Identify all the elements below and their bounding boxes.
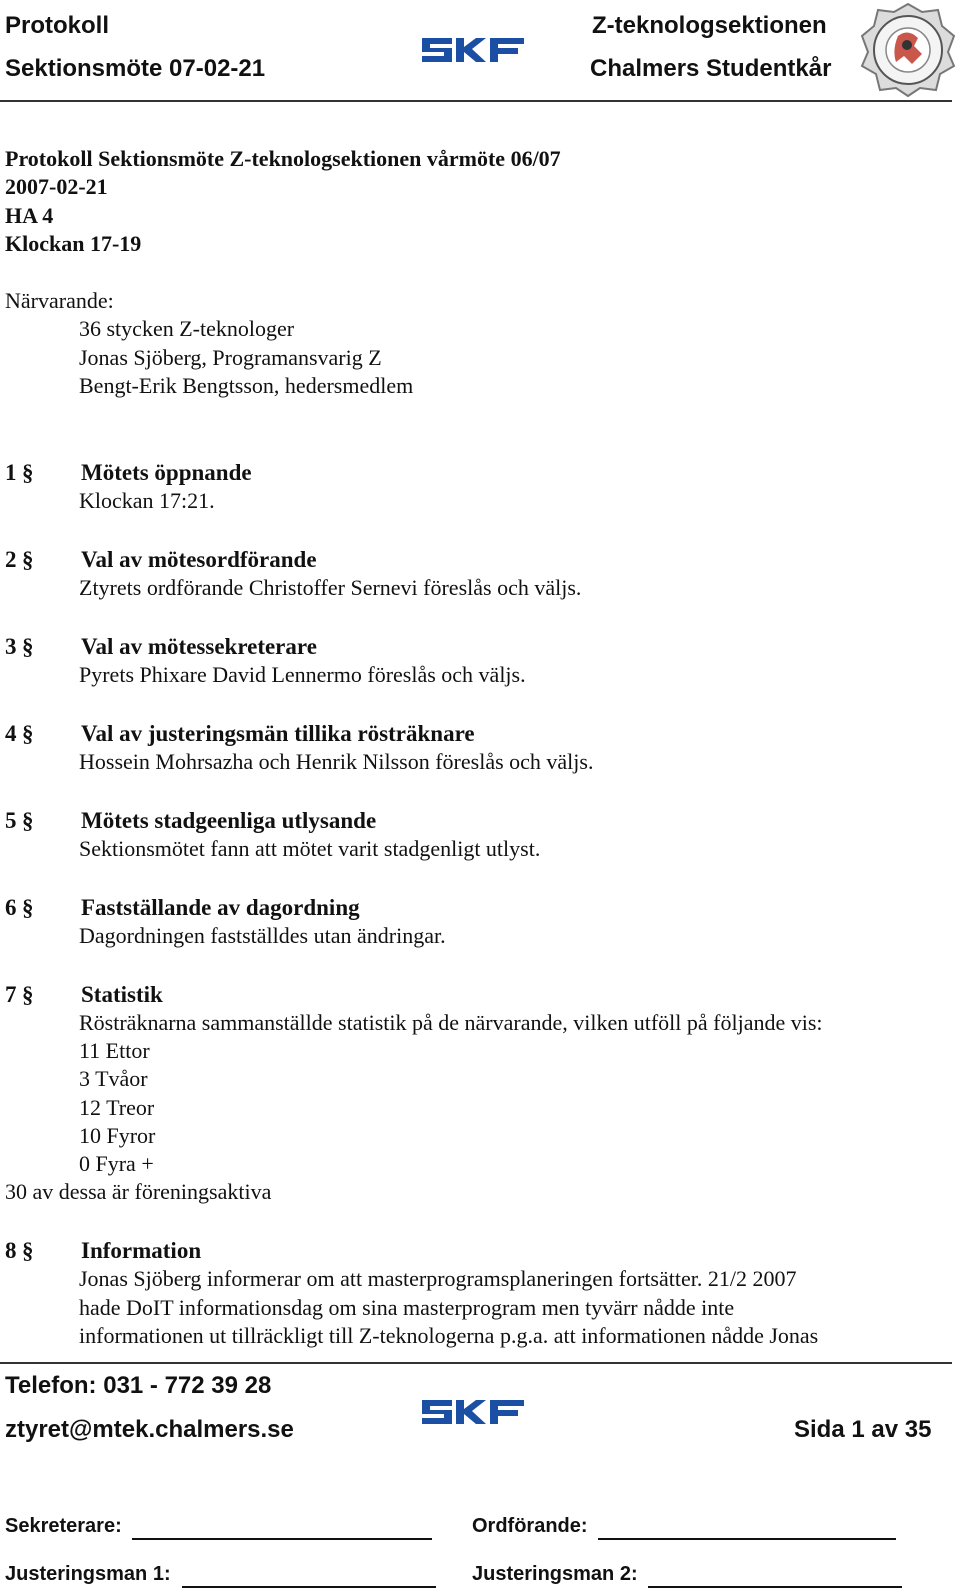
statistics-summary: 30 av dessa är föreningsaktiva (5, 1179, 272, 1204)
signature-line-adjuster-2[interactable] (648, 1586, 902, 1588)
statistics-item: 0 Fyra + (79, 1151, 154, 1176)
section-symbol: § (22, 721, 34, 746)
section-text: Dagordningen fastställdes utan ändringar. (79, 923, 446, 948)
signature-label-adjuster-2: Justeringsman 2: (472, 1563, 638, 1585)
present-item: Bengt-Erik Bengtsson, hedersmedlem (79, 373, 414, 398)
footer-divider (0, 1362, 952, 1364)
section-number: 8 (5, 1238, 17, 1263)
section-number: 5 (5, 808, 17, 833)
section-symbol: § (22, 460, 34, 485)
skf-logo (420, 1398, 526, 1426)
signature-line-secretary[interactable] (132, 1538, 432, 1540)
header-divider (0, 100, 952, 102)
header-left-title: Protokoll (5, 12, 110, 39)
skf-logo (420, 36, 526, 64)
document-title: Protokoll Sektionsmöte Z-teknologsektionen vårmöte 06/07 (5, 146, 561, 171)
statistics-item: 3 Tvåor (79, 1066, 148, 1091)
section-text: Sektionsmötet fann att mötet varit stadgenligt utlyst. (79, 836, 541, 861)
meeting-time: Klockan 17-19 (5, 231, 142, 256)
present-item: Jonas Sjöberg, Programansvarig Z (79, 345, 382, 370)
section-seal-logo (860, 2, 956, 98)
section-symbol: § (22, 547, 34, 572)
section-title: Val av mötessekreterare (81, 634, 317, 659)
header-left-subtitle: Sektionsmöte 07-02-21 (5, 55, 266, 82)
section-title: Val av mötesordförande (81, 547, 317, 572)
signature-label-adjuster-1: Justeringsman 1: (5, 1563, 171, 1585)
signature-label-secretary: Sekreterare: (5, 1515, 122, 1537)
header-right-title: Z-teknologsektionen (592, 12, 827, 39)
present-label: Närvarande: (5, 288, 114, 313)
section-number: 3 (5, 634, 17, 659)
section-title: Val av justeringsmän tillika rösträknare (81, 721, 475, 746)
section-text: Ztyrets ordförande Christoffer Sernevi föreslås och väljs. (79, 575, 582, 600)
footer-phone: Telefon: 031 - 772 39 28 (5, 1372, 272, 1399)
header-right-subtitle: Chalmers Studentkår (590, 55, 832, 82)
section-text: Klockan 17:21. (79, 488, 215, 513)
meeting-date: 2007-02-21 (5, 174, 108, 199)
section-number: 1 (5, 460, 17, 485)
section-title: Mötets öppnande (81, 460, 252, 485)
section-text: Rösträknarna sammanställde statistik på de närvarande, vilken utföll på följande vis: (79, 1010, 823, 1035)
meeting-room: HA 4 (5, 203, 54, 228)
section-symbol: § (22, 982, 34, 1007)
section-text: Jonas Sjöberg informerar om att masterprogramsplaneringen fortsätter. 21/2 2007 (79, 1266, 797, 1291)
statistics-item: 10 Fyror (79, 1123, 156, 1148)
signature-label-chair: Ordförande: (472, 1515, 588, 1537)
statistics-item: 11 Ettor (79, 1038, 150, 1063)
section-text: informationen ut tillräckligt till Z-teknologerna p.g.a. att informationen nådde Jonas (79, 1323, 819, 1348)
statistics-item: 12 Treor (79, 1095, 155, 1120)
signature-line-adjuster-1[interactable] (182, 1586, 436, 1588)
page-number: Sida 1 av 35 (794, 1416, 932, 1443)
section-number: 7 (5, 982, 17, 1007)
section-number: 6 (5, 895, 17, 920)
section-symbol: § (22, 1238, 34, 1263)
section-title: Information (81, 1238, 202, 1263)
section-symbol: § (22, 634, 34, 659)
section-text: Pyrets Phixare David Lennermo föreslås och väljs. (79, 662, 526, 687)
signature-line-chair[interactable] (598, 1538, 896, 1540)
section-symbol: § (22, 808, 34, 833)
section-title: Mötets stadgeenliga utlysande (81, 808, 377, 833)
footer-email: ztyret@mtek.chalmers.se (5, 1416, 294, 1443)
section-number: 4 (5, 721, 17, 746)
section-text: Hossein Mohrsazha och Henrik Nilsson föreslås och väljs. (79, 749, 594, 774)
section-title: Fastställande av dagordning (81, 895, 360, 920)
section-number: 2 (5, 547, 17, 572)
section-title: Statistik (81, 982, 163, 1007)
present-item: 36 stycken Z-teknologer (79, 316, 295, 341)
section-text: hade DoIT informationsdag om sina masterprogram men tyvärr nådde inte (79, 1295, 735, 1320)
section-symbol: § (22, 895, 34, 920)
